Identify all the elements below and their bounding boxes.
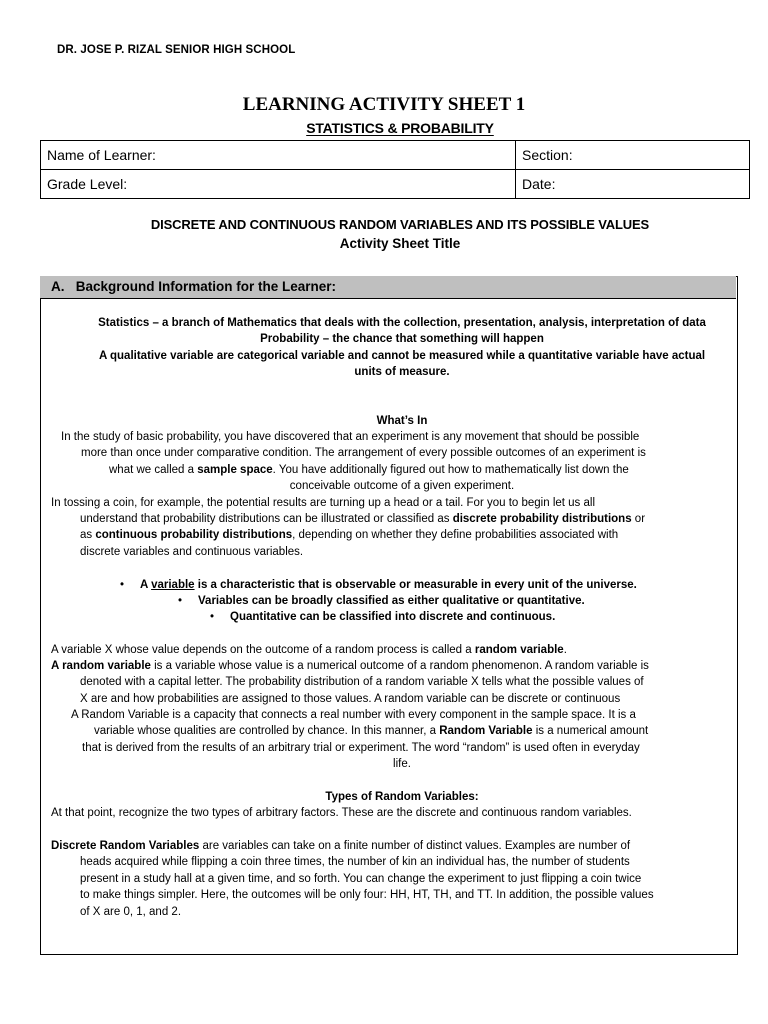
subject-title: STATISTICS & PROBABILITY: [306, 120, 494, 136]
text-span: . You have additionally figured out how to mathematically list down the: [272, 464, 629, 476]
types-line: At that point, recognize the two types of arbitrary factors. These are the discrete and continuous random variables.: [51, 807, 632, 819]
bullet-text: Quantitative can be classified into discrete and continuous.: [230, 611, 556, 623]
text-span: A: [140, 579, 152, 591]
types-heading-text: Types of Random Variables:: [325, 791, 479, 803]
section-a-heading: A. Background Information for the Learner:: [51, 279, 337, 294]
discrete-line: present in a study hall at a given time, and so forth. You can change the experiment to just flipping a coin twice: [80, 873, 642, 885]
text-span: understand that probability distributions can be illustrated or classified as: [80, 513, 453, 525]
random-variable-term: Random Variable: [439, 725, 533, 737]
discrete-line: to make things simpler. Here, the outcomes will be only four: HH, HT, TH, and TT. In addition, the possible values: [80, 889, 654, 901]
discrete-line: [51, 838, 630, 854]
text-span: or: [631, 513, 646, 525]
topic-title: DISCRETE AND CONTINUOUS RANDOM VARIABLES AND ITS POSSIBLE VALUES: [150, 217, 650, 232]
bullet-item: [210, 609, 555, 625]
whats-in-line: [109, 462, 629, 478]
section-a-header: [40, 276, 736, 299]
random-var-line: life.: [393, 758, 411, 770]
text-span: what we called a: [109, 464, 198, 476]
random-variable-term: random variable: [474, 644, 564, 656]
whats-in-heading-text: What’s In: [376, 415, 428, 427]
random-var-line: denoted with a capital letter. The probability distribution of a random variable X tells what the possible values of: [80, 676, 644, 688]
bullet-item: [178, 593, 585, 609]
whats-in-line: [80, 527, 618, 543]
grade-level-field[interactable]: Grade Level:: [41, 170, 516, 199]
def-qualitative-cont: [40, 364, 764, 380]
random-variable-term: random variable: [62, 660, 151, 672]
continuous-dist-term: continuous probability distributions: [95, 529, 293, 541]
date-field[interactable]: Date:: [516, 170, 750, 199]
text-span: is a numerical amount: [532, 725, 649, 737]
discrete-dist-term: discrete probability distributions: [452, 513, 632, 525]
text-span: A: [51, 660, 63, 672]
text-span: is a characteristic that is observable or measurable in every unit of the universe.: [194, 579, 637, 591]
bullet-text: Variables can be broadly classified as either qualitative or quantitative.: [198, 595, 585, 607]
bullet-item: [120, 577, 637, 593]
def-statistics: [40, 315, 764, 331]
text-span: , depending on whether they define probabilities associated with: [292, 529, 619, 541]
random-var-line: [51, 658, 649, 674]
sample-space-term: sample space: [197, 464, 273, 476]
discrete-line: of X are 0, 1, and 2.: [80, 906, 182, 918]
text-span: A variable X whose value depends on the outcome of a random process is called a: [51, 644, 475, 656]
discrete-rv-term: Discrete Random Variables: [51, 840, 200, 852]
whats-in-line: [80, 511, 645, 527]
bullet-icon: •: [120, 579, 125, 591]
text-span: as: [80, 529, 96, 541]
def-qualitative: [40, 348, 764, 364]
def-qualitative-cont-text: units of measure.: [354, 366, 450, 378]
random-var-line: [94, 723, 648, 739]
bullet-icon: •: [178, 595, 183, 607]
section-field[interactable]: Section:: [516, 141, 750, 170]
random-var-line: that is derived from the results of an arbitrary trial or experiment. The word “random” is used often in everyday: [82, 742, 640, 754]
text-span: are variables can take on a finite number of distinct values. Examples are number of: [199, 840, 631, 852]
school-name: DR. JOSE P. RIZAL SENIOR HIGH SCHOOL: [57, 44, 296, 56]
whats-in-heading: [40, 413, 764, 429]
page-title: LEARNING ACTIVITY SHEET 1: [242, 94, 526, 115]
def-probability: [40, 331, 764, 347]
text-span: is a variable whose value is a numerical outcome of a random phenomenon. A random variable is: [150, 660, 649, 672]
whats-in-line: discrete variables and continuous variables.: [80, 546, 304, 558]
bullet-icon: •: [210, 611, 215, 623]
text-span: variable whose qualities are controlled by chance. In this manner, a: [94, 725, 440, 737]
whats-in-line: In the study of basic probability, you have discovered that an experiment is any movement that should be possible: [61, 431, 640, 443]
def-qualitative-text: A qualitative variable are categorical variable and cannot be measured while a quantitative variable have actual: [98, 350, 706, 362]
whats-in-line: In tossing a coin, for example, the potential results are turning up a head or a tail. For you to begin let us all: [51, 497, 596, 509]
activity-sheet-title: Activity Sheet Title: [339, 236, 461, 251]
whats-in-line: more than once under comparative condition. The arrangement of every possible outcomes of an experiment is: [81, 447, 646, 459]
name-of-learner-field[interactable]: Name of Learner:: [41, 141, 516, 170]
random-var-line: X are and how probabilities are assigned to those values. A random variable can be discrete or continuous: [80, 693, 621, 705]
types-heading: [40, 789, 764, 805]
discrete-line: heads acquired while flipping a coin three times, the number of kin an individual has, the number of students: [80, 856, 630, 868]
def-statistics-text: Statistics – a branch of Mathematics that deals with the collection, presentation, analysis, interpretation of data: [98, 317, 706, 329]
random-var-line: [51, 642, 567, 658]
random-var-line: A Random Variable is a capacity that connects a real number with every component in the sample space. It is a: [71, 709, 636, 721]
variable-term: variable: [151, 579, 195, 591]
learner-info-table: [40, 140, 750, 199]
def-probability-text: Probability – the chance that something will happen: [260, 333, 544, 345]
whats-in-line: conceivable outcome of a given experiment.: [289, 480, 515, 492]
text-span: .: [563, 644, 567, 656]
